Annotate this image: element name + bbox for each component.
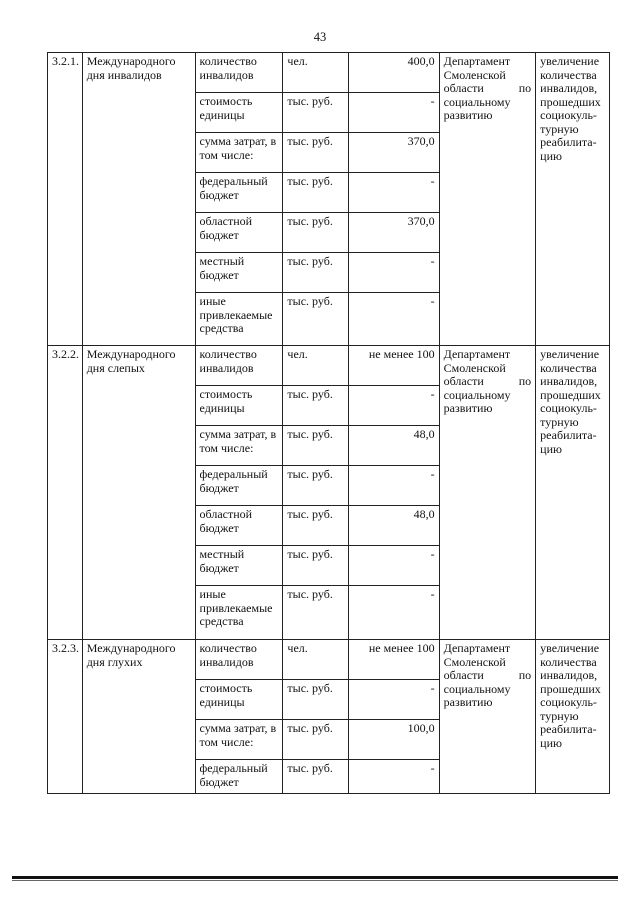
unit: тыс. руб. — [283, 760, 348, 794]
value: - — [348, 546, 439, 586]
value: - — [348, 293, 439, 346]
indicator-name: сумма затрат, в том числе: — [195, 720, 283, 760]
unit: тыс. руб. — [283, 386, 348, 426]
page-bottom-rule — [12, 876, 618, 879]
indicator-name: сумма затрат, в том числе: — [195, 133, 283, 173]
indicator-name: федеральный бюджет — [195, 466, 283, 506]
value: 100,0 — [348, 720, 439, 760]
value: 48,0 — [348, 426, 439, 466]
unit: тыс. руб. — [283, 466, 348, 506]
indicator-name: федеральный бюджет — [195, 173, 283, 213]
indicator-name: стоимость единицы — [195, 386, 283, 426]
indicator-name: количество инвалидов — [195, 53, 283, 93]
indicator-name: стоимость единицы — [195, 93, 283, 133]
page-number: 43 — [313, 30, 327, 44]
event-name: Международного дня глухих — [82, 640, 195, 794]
item-number: 3.2.1. — [48, 53, 83, 346]
value: - — [348, 760, 439, 794]
indicator-name: областной бюджет — [195, 506, 283, 546]
unit: тыс. руб. — [283, 213, 348, 253]
responsible-department: Департамент Смоленской области по социальному развитию — [439, 640, 536, 794]
indicator-name: федеральный бюджет — [195, 760, 283, 794]
item-number: 3.2.3. — [48, 640, 83, 794]
expected-result: увеличение количества инвалидов, прошедших социокуль-турную реабилита-цию — [536, 53, 610, 346]
value: - — [348, 386, 439, 426]
table-row — [48, 53, 610, 93]
value: не менее 100 — [348, 640, 439, 680]
unit: тыс. руб. — [283, 720, 348, 760]
table-row — [48, 640, 610, 680]
unit: тыс. руб. — [283, 506, 348, 546]
item-number: 3.2.2. — [48, 346, 83, 640]
indicator-name: местный бюджет — [195, 546, 283, 586]
value: 370,0 — [348, 133, 439, 173]
table-row — [48, 346, 610, 386]
unit: чел. — [283, 640, 348, 680]
unit: чел. — [283, 346, 348, 386]
responsible-department: Департамент Смоленской области по социальному развитию — [439, 53, 536, 346]
indicator-name: стоимость единицы — [195, 680, 283, 720]
indicator-name: иные привлекаемые средства — [195, 293, 283, 346]
unit: чел. — [283, 53, 348, 93]
indicator-name: местный бюджет — [195, 253, 283, 293]
expected-result: увеличение количества инвалидов, прошедших социокуль-турную реабилита-цию — [536, 346, 610, 640]
unit: тыс. руб. — [283, 93, 348, 133]
unit: тыс. руб. — [283, 253, 348, 293]
value: - — [348, 680, 439, 720]
value: - — [348, 173, 439, 213]
indicator-name: количество инвалидов — [195, 640, 283, 680]
indicator-name: количество инвалидов — [195, 346, 283, 386]
unit: тыс. руб. — [283, 586, 348, 640]
value: - — [348, 466, 439, 506]
indicator-name: областной бюджет — [195, 213, 283, 253]
value: 48,0 — [348, 506, 439, 546]
value: - — [348, 93, 439, 133]
value: 400,0 — [348, 53, 439, 93]
value: - — [348, 253, 439, 293]
indicator-name: сумма затрат, в том числе: — [195, 426, 283, 466]
page-bottom-rule-thin — [12, 880, 618, 881]
value: - — [348, 586, 439, 640]
event-name: Международного дня слепых — [82, 346, 195, 640]
unit: тыс. руб. — [283, 546, 348, 586]
unit: тыс. руб. — [283, 173, 348, 213]
unit: тыс. руб. — [283, 426, 348, 466]
value: не менее 100 — [348, 346, 439, 386]
unit: тыс. руб. — [283, 133, 348, 173]
indicator-name: иные привлекаемые средства — [195, 586, 283, 640]
activities-table — [47, 52, 610, 794]
event-name: Международного дня инвалидов — [82, 53, 195, 346]
unit: тыс. руб. — [283, 293, 348, 346]
unit: тыс. руб. — [283, 680, 348, 720]
expected-result: увеличение количества инвалидов, прошедших социокуль-турную реабилита-цию — [536, 640, 610, 794]
value: 370,0 — [348, 213, 439, 253]
responsible-department: Департамент Смоленской области по социальному развитию — [439, 346, 536, 640]
